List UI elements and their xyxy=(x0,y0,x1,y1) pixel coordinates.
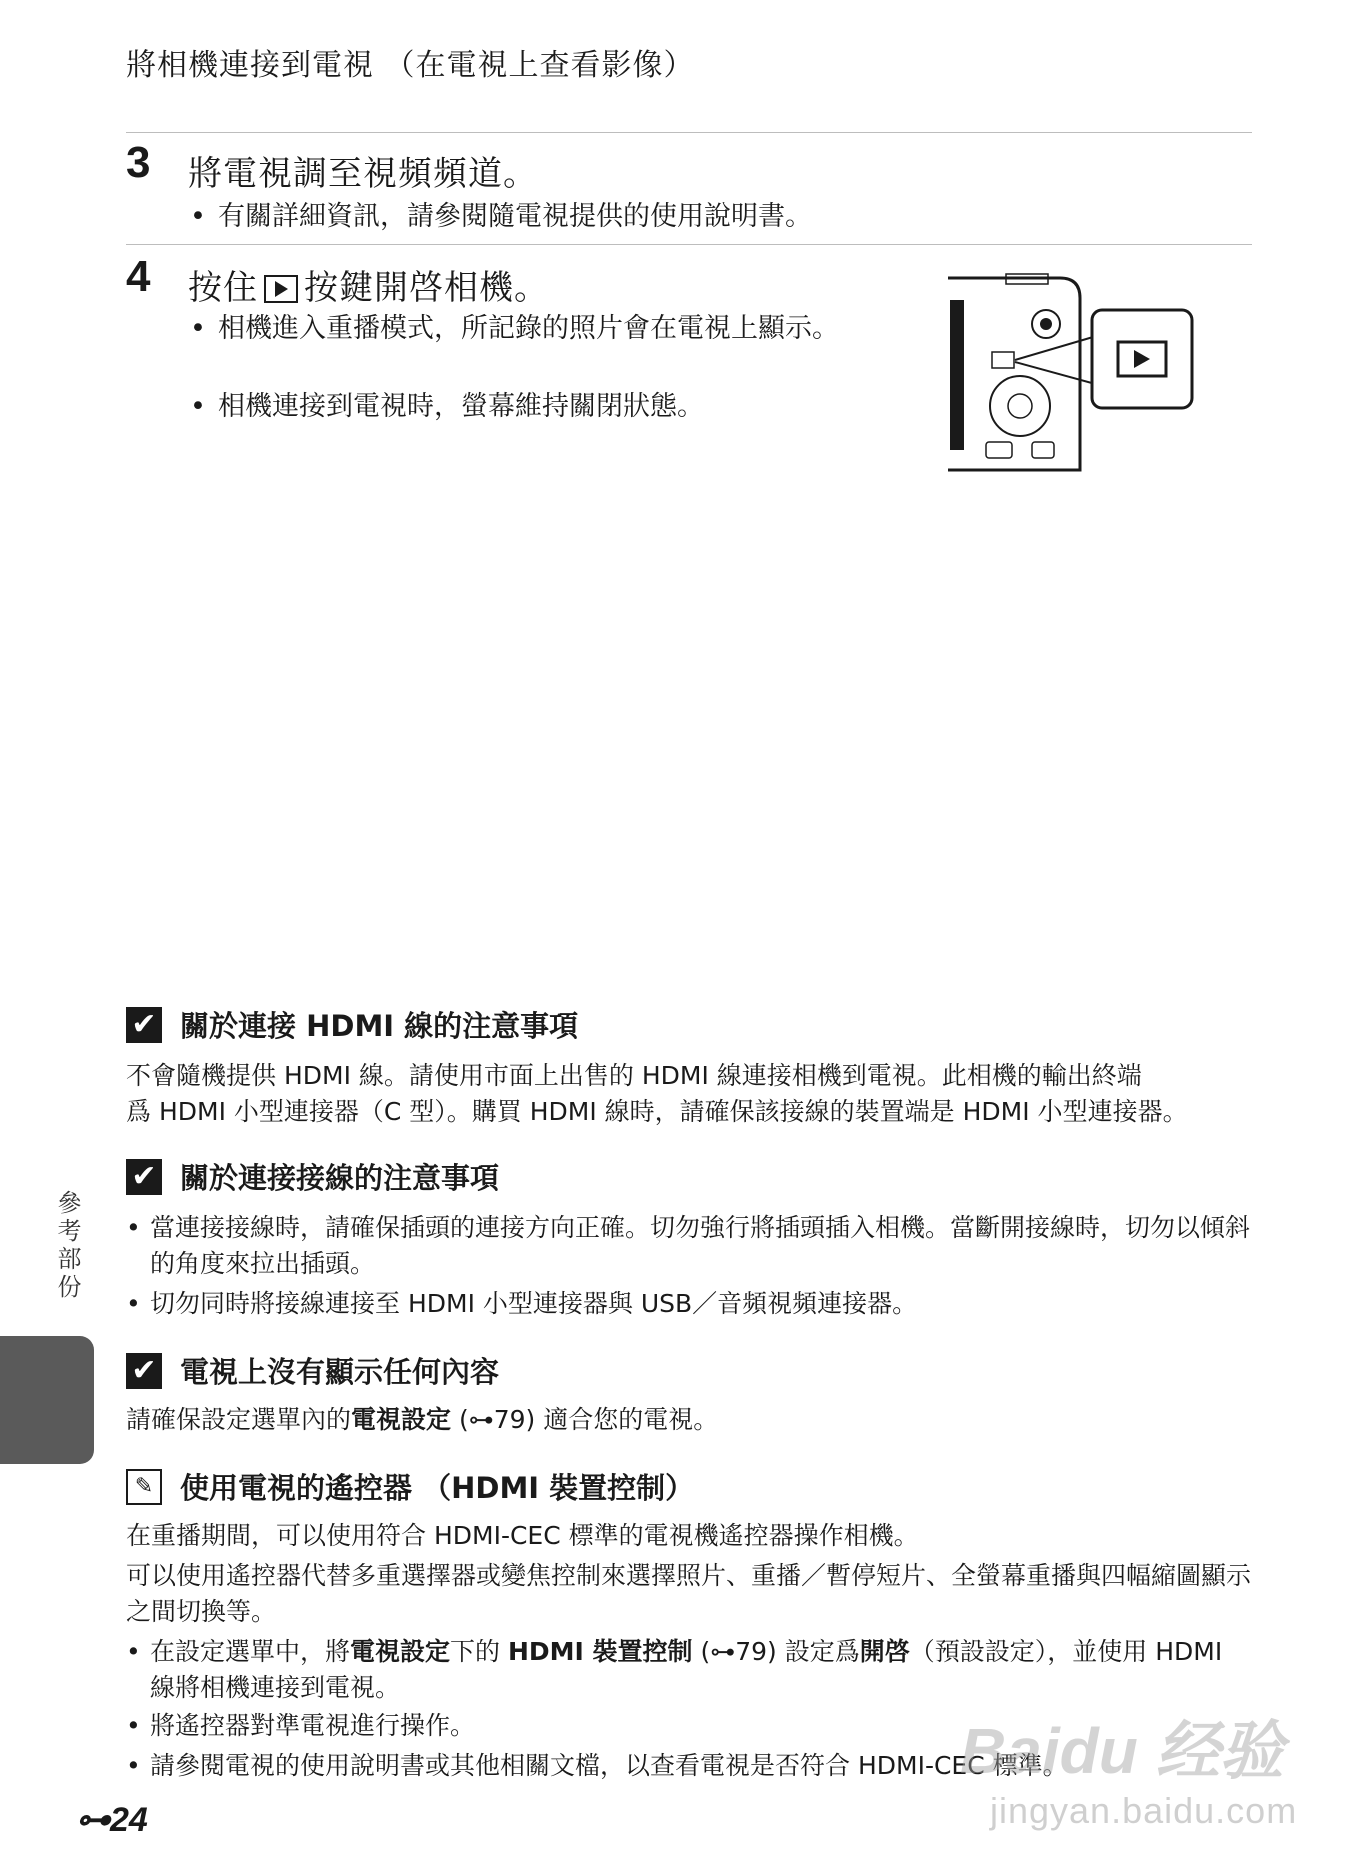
note-body: 在重播期間，可以使用符合 HDMI-CEC 標準的電視機遙控器操作相機。 xyxy=(126,1521,919,1550)
note-body: 請確保設定選單內的電視設定 (⊶79) 適合您的電視。 xyxy=(126,1405,719,1434)
step-bullet: • 有關詳細資訊，請參閱隨電視提供的使用說明書。 xyxy=(190,201,812,232)
note-bullet: • 將遙控器對準電視進行操作。 xyxy=(126,1711,476,1740)
note-heading: ✎ 使用電視的遙控器 （HDMI 裝置控制） xyxy=(126,1466,694,1507)
page-header-title: 將相機連接到電視 （在電視上查看影像） xyxy=(126,48,695,83)
note-heading: ✔ 關於連接 HDMI 線的注意事項 xyxy=(126,1004,578,1045)
check-icon: ✔ xyxy=(126,1353,162,1389)
note-body: 不會隨機提供 HDMI 線。請使用市面上出售的 HDMI 線連接相機到電視。此相機的輸出終端 爲 HDMI 小型連接器（C 型）。購買 HDMI 線時，請確保該接線的裝置端是 HDMI 小型連接器。 xyxy=(126,1061,1188,1126)
camera-illustration xyxy=(940,270,1200,480)
divider xyxy=(126,132,1252,133)
note-bullet: • 切勿同時將接線連接至 HDMI 小型連接器與 USB／音頻視頻連接器。 xyxy=(126,1289,918,1318)
note-body: 可以使用遙控器代替多重選擇器或變焦控制來選擇照片、重播／暫停短片、全螢幕重播與四幅縮圖顯示之間切換等。 xyxy=(126,1561,1252,1626)
step-bullet: • 相機連接到電視時，螢幕維持關閉狀態。 xyxy=(190,391,704,422)
step-number: 4 xyxy=(126,252,151,301)
note-heading: ✔ 關於連接接線的注意事項 xyxy=(126,1156,499,1197)
watermark: Baidu 经验 xyxy=(960,1715,1284,1787)
step-number: 3 xyxy=(126,138,151,187)
step-title: 按住 按鍵開啓相機。 xyxy=(188,268,549,308)
check-icon: ✔ xyxy=(126,1007,162,1043)
play-button-icon xyxy=(264,275,298,303)
note-bullet: • 當連接接線時，請確保插頭的連接方向正確。切勿強行將插頭插入相機。當斷開接線時，切勿以傾斜的角度來拉出插頭。 xyxy=(126,1213,1251,1278)
check-icon: ✔ xyxy=(126,1159,162,1195)
note-bullet: • 請參閱電視的使用說明書或其他相關文檔，以查看電視是否符合 HDMI-CEC 標準。 xyxy=(126,1751,1068,1780)
section-tab xyxy=(0,1336,94,1464)
step-title: 將電視調至視頻頻道。 xyxy=(188,154,538,194)
section-side-label: 參考部份 xyxy=(53,1190,81,1302)
step-bullet: • 相機進入重播模式，所記錄的照片會在電視上顯示。 xyxy=(190,313,839,344)
note-bullet: • 在設定選單中，將電視設定下的 HDMI 裝置控制 (⊶79) 設定爲開啓（預設設定），並使用 HDMI 線將相機連接到電視。 xyxy=(126,1637,1223,1702)
divider xyxy=(126,244,1252,245)
page-number: ⊶24 xyxy=(76,1801,148,1839)
note-heading: ✔ 電視上沒有顯示任何內容 xyxy=(126,1350,499,1391)
watermark-url: jingyan.baidu.com xyxy=(990,1790,1298,1831)
pencil-icon: ✎ xyxy=(126,1469,162,1505)
